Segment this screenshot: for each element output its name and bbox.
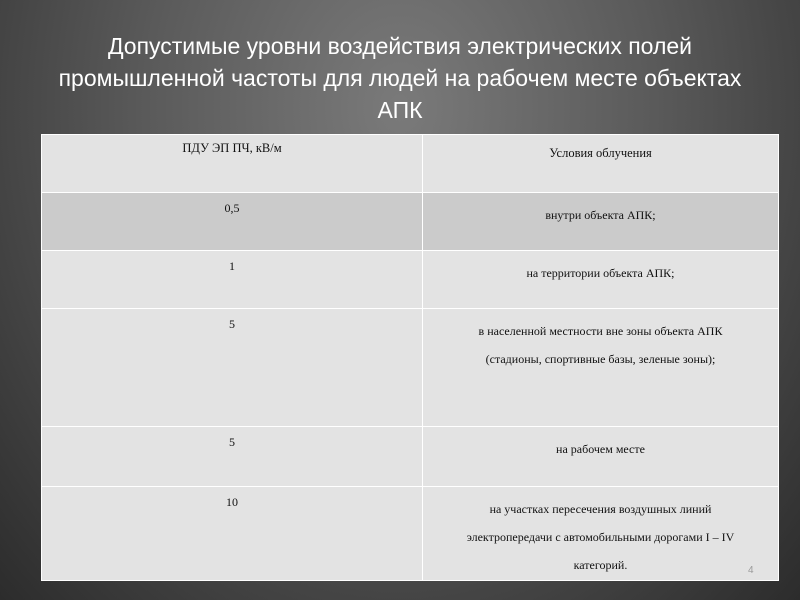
condition-text: на рабочем месте [556,442,645,456]
condition-text: категорий. [573,558,628,572]
table-header-row [42,135,779,193]
table-row [42,487,779,581]
condition-cell [423,193,779,251]
condition-cell [423,487,779,581]
table-row [42,309,779,427]
title-line-1: Допустимые уровни воздействия электрических полей [107,33,693,59]
condition-text: на участках пересечения воздушных линий [489,502,712,516]
limits-table [41,134,779,581]
table-row [42,251,779,309]
limit-value: 10 [42,487,423,581]
header-limit: ПДУ ЭП ПЧ, кВ/м [42,135,423,193]
condition-text: электропередачи с автомобильными дорогами I – IV [466,530,735,544]
slide-title [40,30,760,126]
limit-value: 0,5 [42,193,423,251]
condition-text: на территории объекта АПК; [526,266,675,280]
title-line-2: промышленной частоты для людей на рабочем месте объектах [58,65,742,91]
limit-value: 5 [42,427,423,487]
header-conditions: Условия облучения [423,135,779,193]
table-row [42,193,779,251]
condition-cell [423,309,779,427]
condition-cell [423,427,779,487]
condition-cell [423,251,779,309]
condition-text: внутри объекта АПК; [545,208,656,222]
page-number: 4 [748,565,754,576]
condition-text: (стадионы, спортивные базы, зеленые зоны); [485,352,716,366]
limit-value: 1 [42,251,423,309]
limit-value: 5 [42,309,423,427]
title-line-3: АПК [377,97,423,123]
condition-text: в населенной местности вне зоны объекта АПК [478,324,723,338]
table-row [42,427,779,487]
